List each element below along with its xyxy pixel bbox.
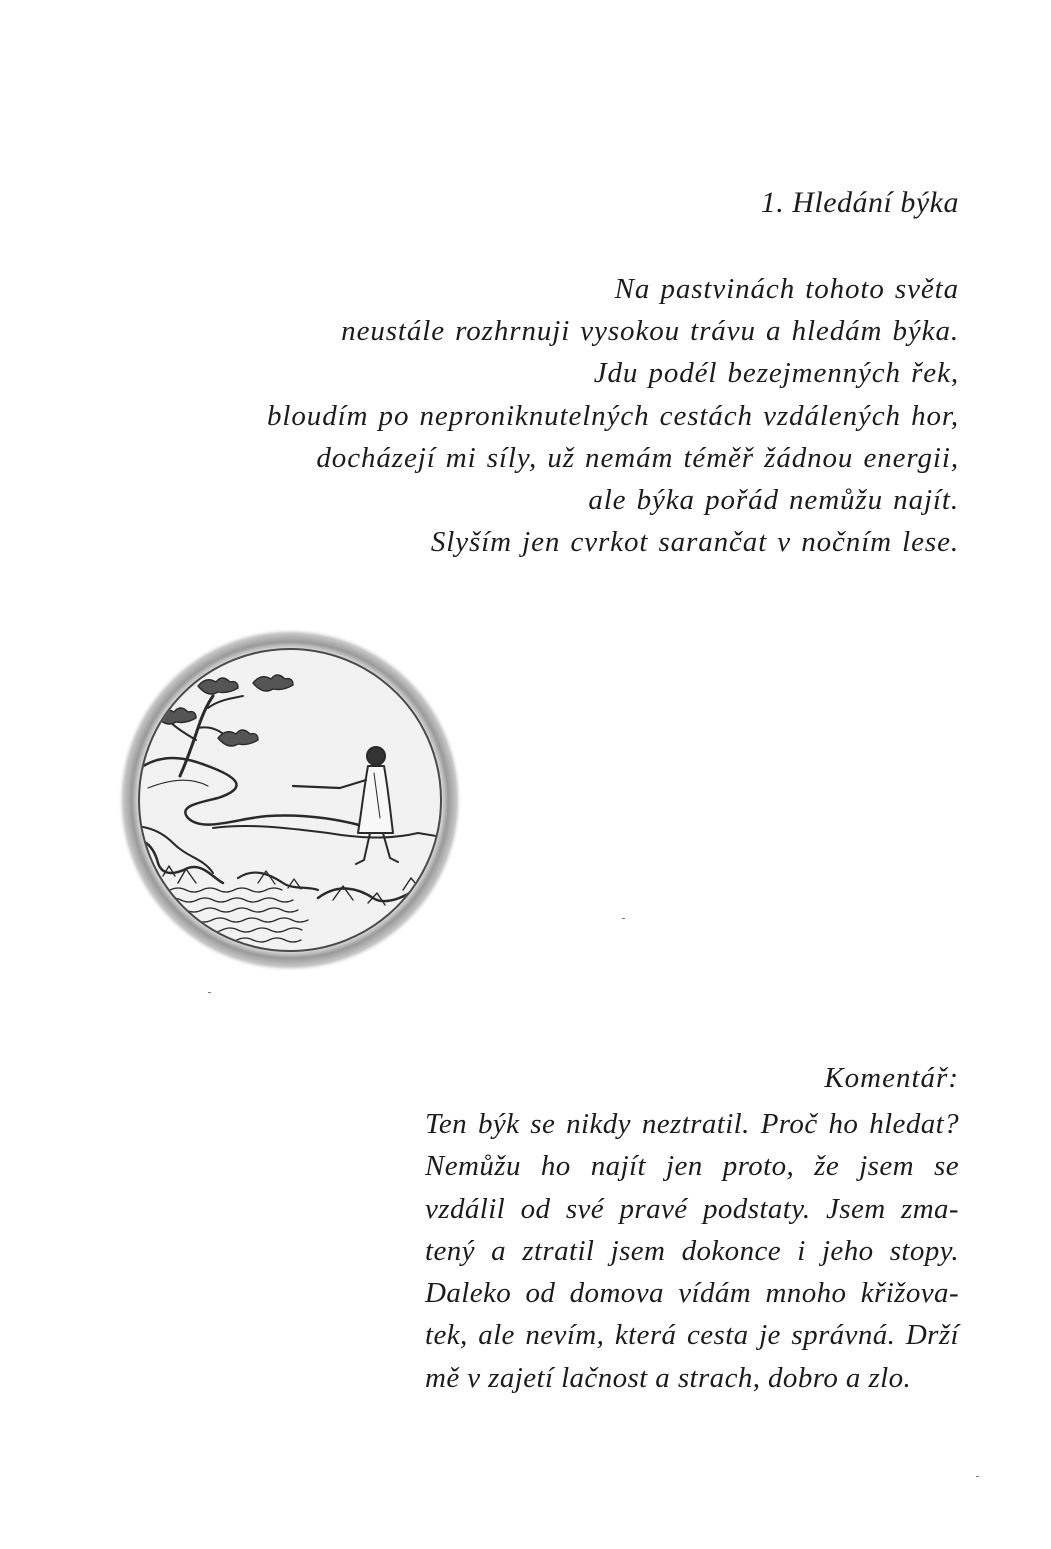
commentary-line: mě v zajetí lačnost a strach, dobro a zlo. xyxy=(425,1361,912,1394)
poem xyxy=(267,268,959,563)
poem-line: docházejí mi síly, už nemám téměř žádnou energii, xyxy=(316,441,959,474)
poem-line: neustále rozhrnuji vysokou trávu a hledám býka. xyxy=(341,315,959,348)
commentary-text xyxy=(425,1103,959,1399)
poem-line: Na pastvinách tohoto světa xyxy=(614,273,959,305)
commentary-line: tek, ale nevím, která cesta je správná. Drží xyxy=(425,1319,959,1352)
print-speck xyxy=(208,992,211,993)
commentary-label: Komentář: xyxy=(824,1062,959,1094)
poem-line: bloudím po neproniknutelných cestách vzdálených hor, xyxy=(267,399,959,432)
chapter-title: 1. Hledání býka xyxy=(760,186,959,219)
commentary-line: Nemůžu ho najít jen proto, že jsem se xyxy=(425,1150,959,1183)
commentary-line: vzdálil od své pravé podstaty. Jsem zma- xyxy=(425,1192,959,1225)
commentary-line: Daleko od domova vídám mnoho křižova- xyxy=(425,1277,959,1310)
commentary-line: tený a ztratil jsem dokonce i jeho stopy. xyxy=(425,1234,959,1267)
poem-line: Slyším jen cvrkot sarančat v nočním lese. xyxy=(430,526,959,559)
poem-line: Jdu podél bezejmenných řek, xyxy=(593,357,959,390)
print-speck xyxy=(622,918,625,919)
ox-herding-seeker-illustration xyxy=(118,628,463,973)
print-speck xyxy=(976,1476,979,1477)
poem-line: ale býka pořád nemůžu najít. xyxy=(588,484,959,517)
commentary-line: Ten býk se nikdy neztratil. Proč ho hledat? xyxy=(425,1108,959,1140)
